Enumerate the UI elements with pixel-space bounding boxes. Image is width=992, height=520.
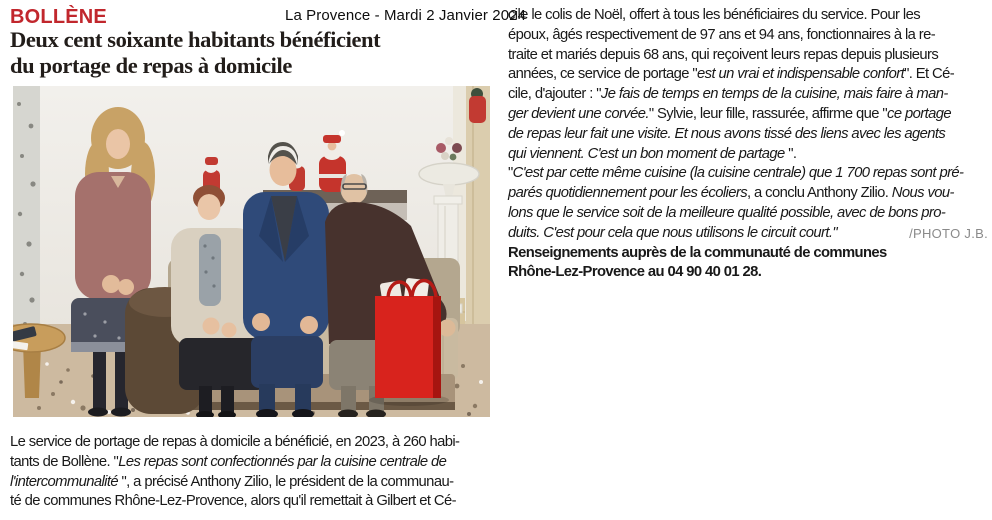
text-segment: C'est par cette même cuisine (la cuisine centrale) que 1 700 repas sont pré- [512,165,964,182]
section-kicker: BOLLÈNE [10,6,107,28]
article-line [10,453,496,473]
article-line [508,46,988,66]
text-segment: ce portage [887,105,951,122]
text-segment: Je fais de temps en temps de la cuisine, mais faire à man- [600,86,948,103]
text-segment: années, ce service de portage " [508,66,698,83]
red-gift-bag [369,278,449,406]
headline-line-1: Deux cent soixante habitants bénéficient [10,27,381,52]
text-segment: est un vrai et indispensable confort [697,66,905,83]
article-line [508,164,988,184]
article-line [508,105,988,125]
article-line [508,6,988,26]
article-line [508,204,988,224]
text-segment: Nous vou- [891,185,954,202]
article-headline [10,27,490,79]
article-line [508,184,988,204]
text-segment: ger devient une corvée. [508,105,649,122]
text-segment: ". Et Cé- [904,66,955,83]
text-segment: Les repas sont confectionnés par la cuisine centrale de [118,453,447,470]
text-segment: ". [788,145,797,162]
article-line [508,65,988,85]
article-line [508,145,988,165]
text-segment: , a conclu Anthony Zilio. [747,185,892,202]
photo-credit: /PHOTO J.B. [909,225,988,241]
article-line [508,244,988,264]
article-line [10,473,496,493]
article-line [508,26,988,46]
text-segment: Renseignements auprès de la communauté de communes [508,244,887,261]
article-line [508,85,988,105]
text-segment: qui viennent. C'est un bon moment de partage [508,145,789,162]
text-segment: époux, âgés respectivement de 97 ans et 94 ans, fonctionnaires à la re- [508,26,936,43]
publication-date: La Provence - Mardi 2 Janvier 2024 [285,7,527,24]
text-segment: cile le colis de Noël, offert à tous les bénéficiaires du service. Pour les [508,7,921,23]
headline-line-2: du portage de repas à domicile [10,53,292,78]
text-segment: de repas leur fait une visite. Et nous avons tissé des liens avec les agents [508,125,946,142]
article-line [508,125,988,145]
text-segment: ", a précisé Anthony Zilio, le président de la communau- [121,473,454,490]
article-line [10,433,496,453]
article-right-column [508,6,988,283]
article-line [10,492,496,512]
article-photo [13,86,490,417]
article-left-column [10,433,496,512]
text-segment: lons que le service soit de la meilleure qualité possible, avec de bons pro- [508,204,946,221]
left-curtain [13,86,40,336]
text-segment: traite et mariés depuis 68 ans, qui reçoivent leurs repas depuis plusieurs [508,46,939,63]
article-line [508,263,988,283]
text-segment: l'intercommunalité [10,473,122,490]
text-segment: parés quotidiennement pour les écoliers [508,185,747,202]
text-segment: duits. C'est pour cela que nous utilisons le circuit court." [508,224,838,241]
text-segment: " Sylvie, leur fille, rassurée, affirme que " [648,105,888,122]
text-segment: tants de Bollène. " [10,453,119,470]
text-segment: " [508,165,513,182]
text-segment: cile, d'ajouter : " [508,86,601,103]
text-segment: Le service de portage de repas à domicile a bénéficié, en 2023, à 260 habi- [10,434,460,450]
text-segment: té de communes Rhône-Lez-Provence, alors qu'il remettait à Gilbert et Cé- [10,493,456,510]
article-line-with-photo-credit [508,224,988,244]
text-segment: Rhône-Lez-Provence au 04 90 40 01 28. [508,264,762,281]
